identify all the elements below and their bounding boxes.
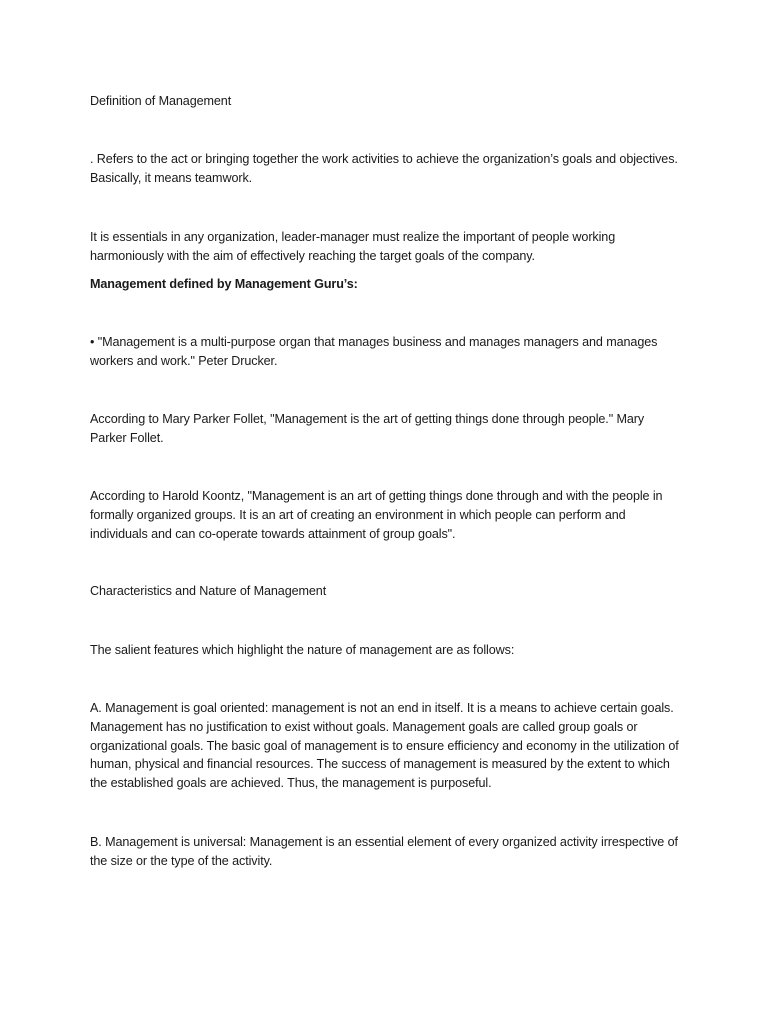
quote-drucker: • "Management is a multi-purpose organ that manages business and manages managers and manages workers and work." Peter Drucker.	[90, 335, 658, 368]
intro-paragraph: . Refers to the act or bringing together the work activities to achieve the organization’s goals and objectives. Basically, it means teamwork.	[90, 152, 678, 185]
quote-koontz: According to Harold Koontz, "Management is an art of getting things done through and with the people in formally organized groups. It is an art of creating an environment in which people can perform and individuals and can co-operate towards attainment of group goals".	[90, 489, 663, 541]
gurus-heading: Management defined by Management Guru’s:	[90, 277, 358, 291]
features-intro: The salient features which highlight the nature of management are as follows:	[90, 643, 515, 657]
quote-follet: According to Mary Parker Follet, "Management is the art of getting things done through people." Mary Parker Follet.	[90, 412, 645, 445]
characteristics-heading: Characteristics and Nature of Management	[90, 584, 327, 598]
feature-goal-oriented: A. Management is goal oriented: management is not an end in itself. It is a means to achieve certain goals. Management has no justification to exist without goals. Management goals are called group goals or organizational goals. The basic goal of management is to ensure efficiency and economy in the utilization of human, physical and financial resources. The success of management is measured by the extent to which the established goals are achieved. Thus, the management is purposeful.	[90, 701, 679, 791]
feature-universal: B. Management is universal: Management is an essential element of every organized activity irrespective of the size or the type of the activity.	[90, 835, 678, 868]
document-title: Definition of Management	[90, 94, 232, 108]
essential-paragraph: It is essentials in any organization, leader-manager must realize the important of people working harmoniously with the aim of effectively reaching the target goals of the company.	[90, 230, 616, 263]
